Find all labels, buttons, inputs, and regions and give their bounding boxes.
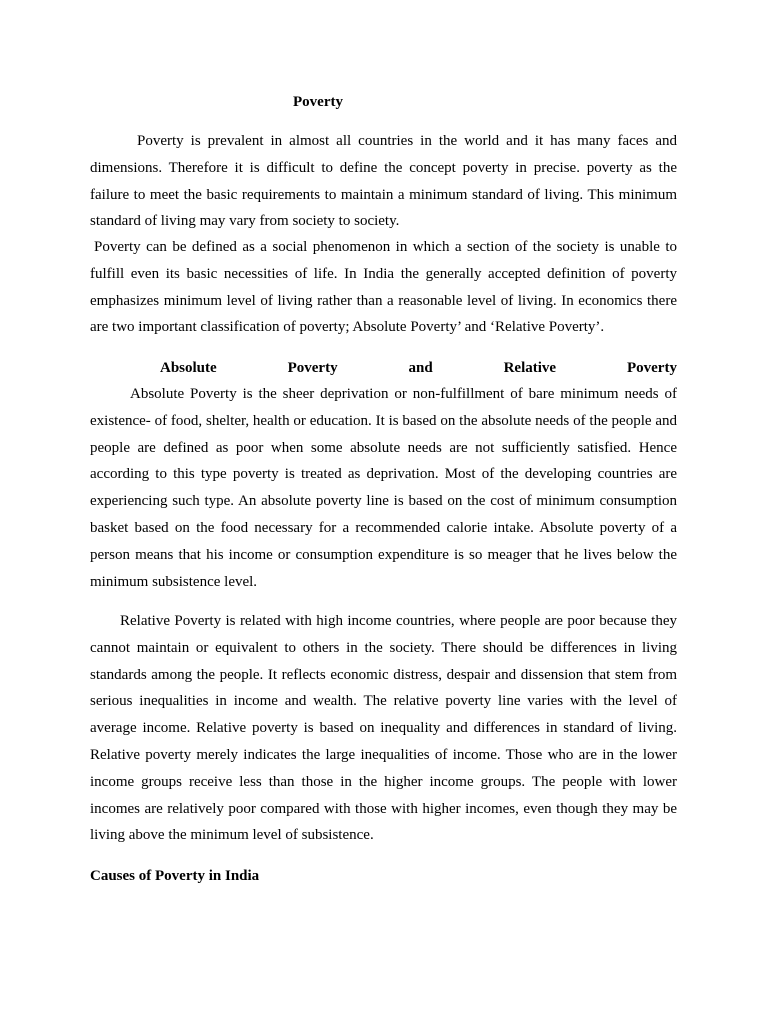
paragraph-poverty-definition [90, 234, 677, 341]
heading-word: Relative [503, 360, 557, 376]
heading-word: Poverty [626, 360, 677, 376]
heading-word: Absolute [160, 360, 217, 376]
section-heading-absolute-relative [160, 357, 677, 379]
document-title: Poverty [293, 94, 343, 110]
paragraph-text: Poverty is prevalent in almost all countries in the world and it has many faces and dimensions. Therefore it is difficult to define the concept poverty in precise. poverty as the failure to meet the basic requirements to maintain a minimum standard of living. This minimum standard of living may vary from society to society. [90, 133, 677, 230]
section-heading-causes: Causes of Poverty in India [90, 868, 260, 884]
heading-word: and [408, 360, 433, 376]
paragraph-text: Absolute Poverty is the sheer deprivation or non-fulfillment of bare minimum needs of existence- of food, shelter, health or education. It is based on the absolute needs of the people and people are defined as poor when some absolute needs are not sufficiently satisfied. Hence according to this type poverty is treated as deprivation. Most of the developing countries are experiencing such type. An absolute poverty line is based on the cost of minimum consumption basket based on the food necessary for a recommended calorie intake. Absolute poverty of a person means that his income or consumption expenditure is so meager that he lives below the minimum subsistence level. [90, 386, 677, 590]
paragraph-absolute-poverty [90, 381, 677, 595]
paragraph-poverty-intro [90, 128, 677, 235]
paragraph-text: Poverty can be defined as a social phenomenon in which a section of the society is unable to fulfill even its basic necessities of life. In India the generally accepted definition of poverty emphasizes minimum level of living rather than a reasonable level of living. In economics there are two important classification of poverty; Absolute Poverty’ and ‘Relative Poverty’. [90, 239, 677, 336]
paragraph-text: Relative Poverty is related with high income countries, where people are poor because they cannot maintain or equivalent to others in the society. There should be differences in living standards among the people. It reflects economic distress, despair and dissension that stem from serious inequalities in income and wealth. The relative poverty line varies with the level of average income. Relative poverty is based on inequality and differences in standard of living. Relative poverty merely indicates the large inequalities of income. Those who are in the lower income groups receive less than those in the higher income groups. The people with lower incomes are relatively poor compared with those with higher incomes, even though they may be living above the minimum level of subsistence. [90, 613, 677, 844]
heading-word: Poverty [287, 360, 338, 376]
paragraph-relative-poverty [90, 608, 677, 849]
